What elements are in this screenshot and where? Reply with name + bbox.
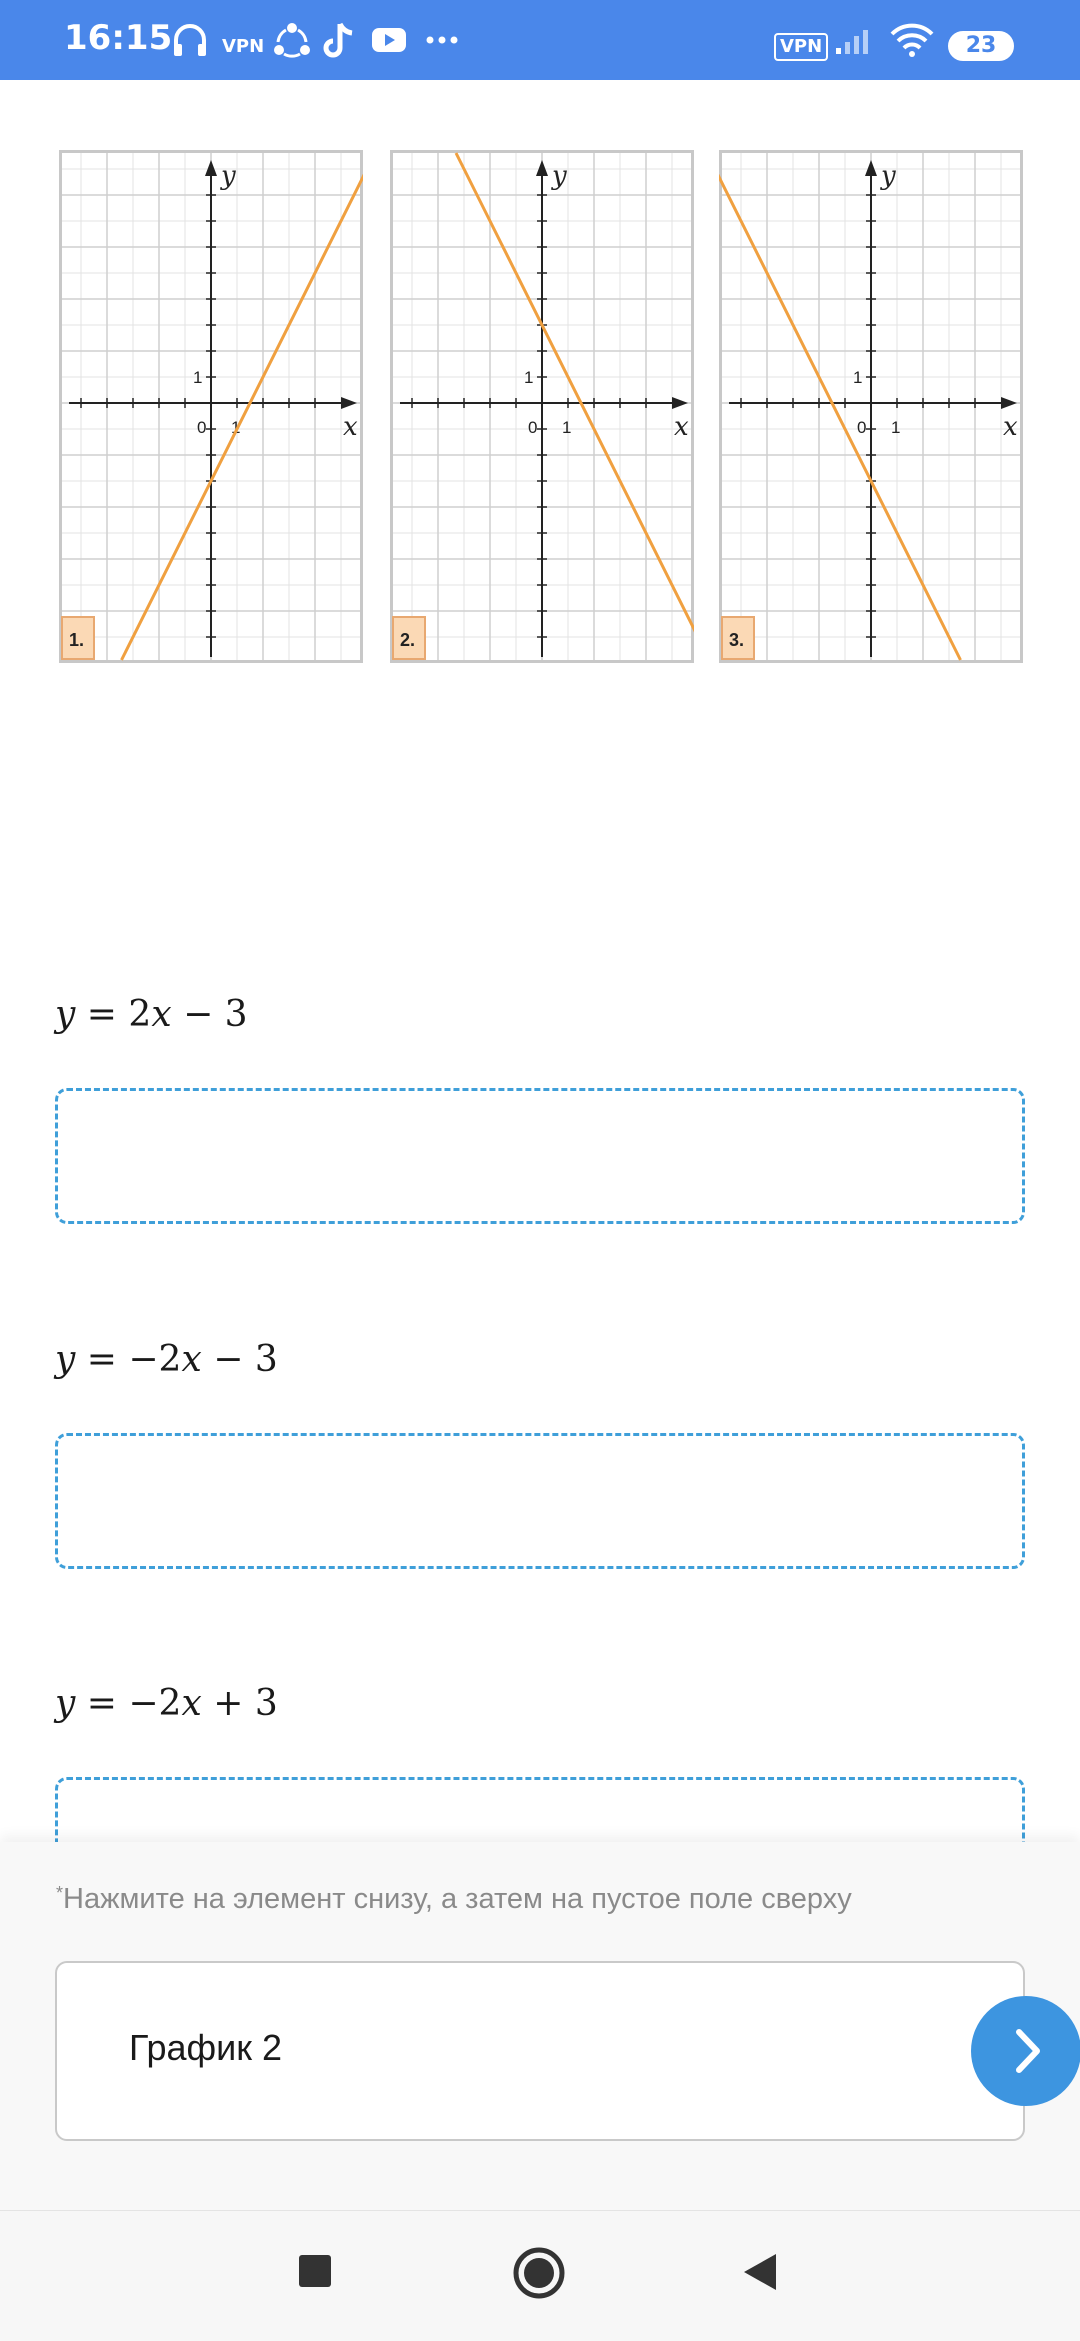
graph-card-3 — [719, 150, 1023, 668]
equation-3: y = −2x + 3 — [55, 1683, 278, 1724]
hint-text: Нажмите на элемент снизу, а затем на пустое поле сверху — [63, 1883, 852, 1915]
share-icon — [272, 20, 312, 60]
more-notifications-icon — [422, 20, 462, 60]
origin-label: 0 — [857, 418, 867, 437]
vpn-indicator: VPN — [222, 36, 265, 57]
y-axis-label: y — [221, 161, 236, 191]
equation-2: y = −2x − 3 — [55, 1339, 278, 1380]
graph-3 — [719, 150, 1023, 663]
graph-number-label: 3. — [729, 630, 745, 650]
y-tick-label: 1 — [853, 368, 863, 387]
answer-option-label: График 2 — [129, 2027, 283, 2068]
back-triangle-icon[interactable] — [742, 2252, 778, 2292]
youtube-icon — [370, 20, 410, 60]
origin-label: 0 — [528, 418, 538, 437]
status-bar — [0, 0, 1080, 80]
tiktok-icon — [322, 20, 358, 60]
x-axis-label: x — [674, 412, 689, 442]
vpn-badge: VPN — [774, 33, 828, 61]
home-circle-icon[interactable] — [512, 2246, 566, 2300]
y-axis-label: y — [552, 161, 567, 191]
x-axis-label: x — [1003, 412, 1018, 442]
instruction-hint — [56, 1883, 852, 1916]
graph-number-label: 2. — [400, 630, 416, 650]
signal-icon — [834, 20, 878, 60]
drop-zone-1[interactable] — [55, 1088, 1025, 1224]
graph-card-1 — [59, 150, 363, 668]
headphones-icon — [170, 20, 210, 60]
y-axis-label: y — [881, 161, 896, 191]
graph-number-label: 1. — [69, 630, 85, 650]
graph-2 — [390, 150, 694, 663]
clock: 16:15 — [64, 18, 173, 58]
drop-zone-2[interactable] — [55, 1433, 1025, 1569]
y-tick-label: 1 — [524, 368, 534, 387]
answer-option-graph-2[interactable] — [55, 1961, 1025, 2141]
origin-label: 0 — [197, 418, 207, 437]
chevron-right-icon — [971, 1996, 1080, 2106]
next-button[interactable] — [971, 1996, 1080, 2106]
graph-card-2 — [390, 150, 694, 668]
x-tick-label: 1 — [562, 418, 572, 437]
battery-indicator: 23 — [948, 31, 1014, 61]
x-axis-label: x — [343, 412, 358, 442]
x-tick-label: 1 — [891, 418, 901, 437]
y-tick-label: 1 — [193, 368, 203, 387]
recents-square-icon[interactable] — [298, 2254, 332, 2288]
wifi-icon — [888, 20, 936, 60]
x-tick-label: 1 — [231, 418, 241, 437]
system-nav-bar — [0, 2210, 1080, 2341]
graph-1 — [59, 150, 363, 663]
hint-mark: * — [56, 1883, 64, 1903]
equation-1: y = 2x − 3 — [55, 994, 248, 1035]
